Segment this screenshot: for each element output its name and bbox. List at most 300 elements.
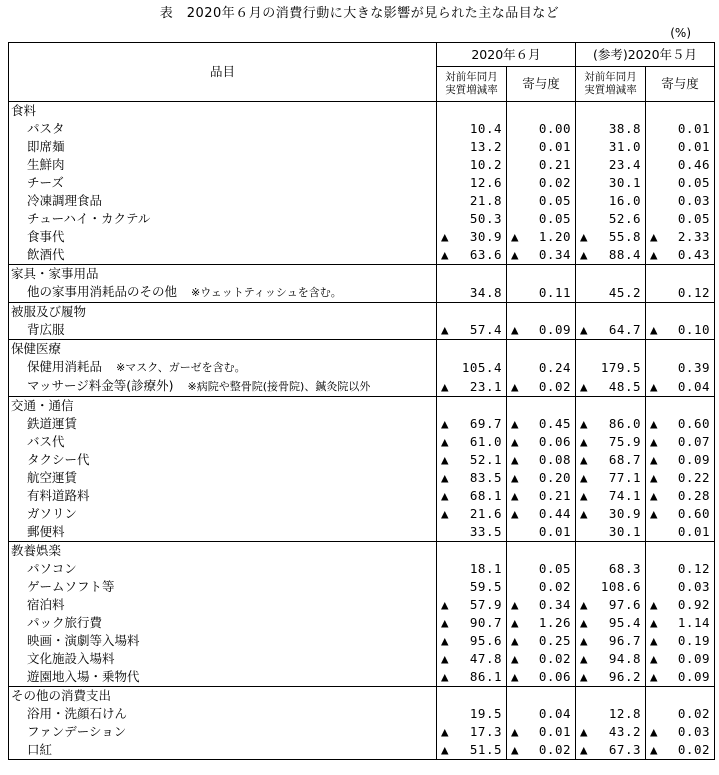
empty-cell	[646, 687, 715, 706]
rate-may-cell	[576, 705, 646, 723]
table-row	[9, 433, 715, 451]
value: 30.9	[469, 229, 502, 244]
value: 0.43	[677, 247, 711, 262]
value: 0.24	[538, 359, 571, 375]
table-row	[9, 156, 715, 174]
item-cell	[9, 451, 437, 469]
category-label: 教養娯楽	[9, 542, 437, 561]
empty-cell	[437, 397, 507, 416]
item-cell	[9, 668, 437, 687]
contrib-may-cell	[646, 668, 715, 687]
value: 94.8	[608, 651, 641, 666]
value: 0.01	[677, 139, 711, 154]
item-cell	[9, 358, 437, 377]
item-cell	[9, 741, 437, 760]
rate-may-cell	[576, 174, 646, 192]
table-row	[9, 192, 715, 210]
value: 0.02	[538, 742, 571, 757]
header-rate-may	[576, 67, 646, 102]
negative-marker: ▲	[511, 724, 520, 739]
negative-marker: ▲	[580, 724, 589, 739]
negative-marker: ▲	[511, 470, 520, 485]
table-row	[9, 560, 715, 578]
contrib-may-cell	[646, 632, 715, 650]
negative-marker: ▲	[441, 724, 450, 739]
table-body	[9, 102, 715, 760]
empty-cell	[507, 687, 576, 706]
item-label: パソコン	[27, 561, 77, 576]
rate-may-cell	[576, 156, 646, 174]
negative-marker: ▲	[650, 633, 659, 648]
category-label: 被服及び履物	[9, 303, 437, 322]
contrib-june-cell	[507, 632, 576, 650]
value: 38.8	[608, 121, 641, 136]
value: 61.0	[469, 434, 502, 449]
rate-may-cell	[576, 451, 646, 469]
value: 0.04	[538, 706, 571, 721]
negative-marker: ▲	[580, 651, 589, 666]
item-cell	[9, 246, 437, 265]
negative-marker: ▲	[511, 229, 520, 244]
value: 23.1	[469, 378, 502, 394]
value: 105.4	[461, 359, 502, 375]
item-label: 生鮮肉	[27, 157, 65, 172]
table-row	[9, 358, 715, 377]
rate-may-cell	[576, 523, 646, 542]
negative-marker: ▲	[511, 615, 520, 630]
negative-marker: ▲	[441, 669, 450, 684]
empty-cell	[437, 340, 507, 359]
contrib-june-cell	[507, 246, 576, 265]
contrib-june-cell	[507, 668, 576, 687]
empty-cell	[507, 340, 576, 359]
empty-cell	[646, 340, 715, 359]
header-rate-line2: 実質増減率	[445, 84, 498, 97]
table-row	[9, 120, 715, 138]
contrib-june-cell	[507, 358, 576, 377]
contrib-may-cell	[646, 210, 715, 228]
empty-cell	[646, 265, 715, 284]
table-row	[9, 451, 715, 469]
category-row	[9, 397, 715, 416]
value: 96.7	[608, 633, 641, 648]
value: 12.8	[608, 706, 641, 721]
value: 97.6	[608, 597, 641, 612]
negative-marker: ▲	[511, 597, 520, 612]
item-cell	[9, 505, 437, 523]
value: 0.25	[538, 633, 571, 648]
contrib-may-cell	[646, 650, 715, 668]
value: 57.4	[469, 322, 502, 337]
value: 21.8	[469, 193, 502, 208]
table-row	[9, 505, 715, 523]
item-label: チューハイ・カクテル	[27, 211, 151, 226]
rate-june-cell	[437, 560, 507, 578]
category-row	[9, 303, 715, 322]
rate-june-cell	[437, 174, 507, 192]
negative-marker: ▲	[580, 488, 589, 503]
value: 52.1	[469, 452, 502, 467]
item-cell	[9, 283, 437, 303]
negative-marker: ▲	[650, 416, 659, 431]
contrib-may-cell	[646, 578, 715, 596]
value: 69.7	[469, 416, 502, 431]
negative-marker: ▲	[650, 229, 659, 244]
contrib-may-cell	[646, 469, 715, 487]
value: 0.45	[538, 416, 571, 431]
empty-cell	[646, 397, 715, 416]
rate-may-cell	[576, 650, 646, 668]
empty-cell	[646, 102, 715, 121]
item-label: 宿泊料	[27, 597, 65, 612]
empty-cell	[507, 303, 576, 322]
value: 0.01	[677, 121, 711, 136]
empty-cell	[437, 102, 507, 121]
empty-cell	[646, 542, 715, 561]
contrib-may-cell	[646, 705, 715, 723]
empty-cell	[576, 340, 646, 359]
rate-june-cell	[437, 632, 507, 650]
negative-marker: ▲	[511, 322, 520, 337]
item-cell	[9, 192, 437, 210]
value: 45.2	[608, 284, 641, 300]
value: 12.6	[469, 175, 502, 190]
value: 19.5	[469, 706, 502, 721]
rate-june-cell	[437, 487, 507, 505]
header-rate-line2: 実質増減率	[584, 84, 637, 97]
category-label: 食料	[11, 103, 37, 118]
category-row	[9, 542, 715, 561]
rate-june-cell	[437, 358, 507, 377]
empty-cell	[507, 397, 576, 416]
table-title: 表 2020年６月の消費行動に大きな影響が見られた主な品目など	[159, 6, 560, 21]
empty-cell	[437, 265, 507, 284]
value: 74.1	[608, 488, 641, 503]
contrib-may-cell	[646, 321, 715, 340]
table-row	[9, 705, 715, 723]
negative-marker: ▲	[650, 597, 659, 612]
value: 96.2	[608, 669, 641, 684]
negative-marker: ▲	[580, 434, 589, 449]
rate-may-cell	[576, 210, 646, 228]
item-cell	[9, 210, 437, 228]
value: 0.00	[538, 121, 571, 136]
negative-marker: ▲	[511, 633, 520, 648]
negative-marker: ▲	[441, 633, 450, 648]
item-cell	[9, 415, 437, 433]
value: 43.2	[608, 724, 641, 739]
item-label: バス代	[27, 434, 65, 449]
value: 0.46	[677, 157, 711, 172]
value: 108.6	[600, 579, 641, 594]
category-row	[9, 340, 715, 359]
value: 95.6	[469, 633, 502, 648]
table-row	[9, 228, 715, 246]
header-period-may: (参考)2020年５月	[576, 43, 715, 67]
value: 0.06	[538, 434, 571, 449]
negative-marker: ▲	[441, 452, 450, 467]
value: 2.33	[677, 229, 711, 244]
rate-june-cell	[437, 228, 507, 246]
value: 75.9	[608, 434, 641, 449]
rate-may-cell	[576, 741, 646, 760]
item-note: ※病院や整骨院(接骨院)、鍼灸院以外	[187, 380, 371, 393]
table-row	[9, 283, 715, 303]
value: 47.8	[469, 651, 502, 666]
rate-june-cell	[437, 415, 507, 433]
rate-june-cell	[437, 596, 507, 614]
rate-may-cell	[576, 415, 646, 433]
value: 0.02	[538, 579, 571, 594]
negative-marker: ▲	[511, 669, 520, 684]
value: 0.07	[677, 434, 711, 449]
empty-cell	[507, 102, 576, 121]
negative-marker: ▲	[580, 452, 589, 467]
table-row	[9, 741, 715, 760]
value: 0.02	[677, 742, 711, 757]
table-row	[9, 321, 715, 340]
rate-june-cell	[437, 668, 507, 687]
item-label: パスタ	[27, 121, 65, 136]
table-row	[9, 487, 715, 505]
item-cell	[9, 578, 437, 596]
value: 68.3	[608, 561, 641, 576]
rate-may-cell	[576, 487, 646, 505]
empty-cell	[576, 303, 646, 322]
item-label: ファンデーション	[27, 724, 127, 739]
value: 0.05	[538, 211, 571, 226]
value: 18.1	[469, 561, 502, 576]
contrib-june-cell	[507, 650, 576, 668]
value: 59.5	[469, 579, 502, 594]
value: 0.22	[677, 470, 711, 485]
negative-marker: ▲	[511, 452, 520, 467]
rate-may-cell	[576, 321, 646, 340]
negative-marker: ▲	[580, 669, 589, 684]
value: 10.2	[469, 157, 502, 172]
rate-june-cell	[437, 246, 507, 265]
negative-marker: ▲	[650, 322, 659, 337]
value: 0.19	[677, 633, 711, 648]
contrib-may-cell	[646, 246, 715, 265]
item-label: タクシー代	[27, 452, 90, 467]
contrib-june-cell	[507, 321, 576, 340]
category-label: 保健医療	[9, 340, 437, 359]
item-cell	[9, 523, 437, 542]
value: 34.8	[469, 284, 502, 300]
negative-marker: ▲	[441, 378, 450, 394]
category-row	[9, 687, 715, 706]
value: 0.05	[538, 561, 571, 576]
item-label: 飲酒代	[27, 247, 65, 262]
value: 0.34	[538, 247, 571, 262]
contrib-june-cell	[507, 705, 576, 723]
item-label: 浴用・洗顔石けん	[27, 706, 128, 721]
negative-marker: ▲	[441, 434, 450, 449]
rate-june-cell	[437, 138, 507, 156]
value: 50.3	[469, 211, 502, 226]
contrib-may-cell	[646, 505, 715, 523]
negative-marker: ▲	[441, 416, 450, 431]
value: 30.9	[608, 506, 641, 521]
category-label: 家具・家事用品	[9, 265, 437, 284]
negative-marker: ▲	[441, 597, 450, 612]
item-cell	[9, 487, 437, 505]
item-label: 有料道路料	[27, 488, 90, 503]
negative-marker: ▲	[511, 488, 520, 503]
contrib-june-cell	[507, 487, 576, 505]
value: 55.8	[608, 229, 641, 244]
header-rate-line1: 対前年同月	[584, 71, 637, 84]
empty-cell	[437, 303, 507, 322]
value: 0.60	[677, 416, 711, 431]
contrib-june-cell	[507, 228, 576, 246]
value: 0.04	[677, 378, 711, 394]
value: 0.08	[538, 452, 571, 467]
item-label: チーズ	[27, 175, 64, 190]
value: 0.10	[677, 322, 711, 337]
negative-marker: ▲	[580, 597, 589, 612]
value: 21.6	[469, 506, 502, 521]
negative-marker: ▲	[650, 742, 659, 757]
header-contrib-may: 寄与度	[646, 67, 715, 102]
item-cell	[9, 156, 437, 174]
value: 86.1	[469, 669, 502, 684]
value: 0.12	[677, 284, 711, 300]
item-label: 航空運賃	[27, 470, 78, 485]
negative-marker: ▲	[511, 416, 520, 431]
rate-june-cell	[437, 614, 507, 632]
rate-may-cell	[576, 614, 646, 632]
negative-marker: ▲	[511, 247, 520, 262]
negative-marker: ▲	[441, 506, 450, 521]
negative-marker: ▲	[580, 633, 589, 648]
rate-may-cell	[576, 192, 646, 210]
value: 31.0	[608, 139, 641, 154]
negative-marker: ▲	[650, 378, 659, 394]
contrib-june-cell	[507, 560, 576, 578]
contrib-may-cell	[646, 156, 715, 174]
table-row	[9, 415, 715, 433]
negative-marker: ▲	[441, 651, 450, 666]
value: 0.01	[538, 524, 571, 539]
contrib-june-cell	[507, 377, 576, 397]
rate-may-cell	[576, 632, 646, 650]
contrib-may-cell	[646, 120, 715, 138]
header-contrib-june: 寄与度	[507, 67, 576, 102]
rate-may-cell	[576, 469, 646, 487]
value: 0.02	[677, 706, 711, 721]
value: 0.34	[538, 597, 571, 612]
value: 68.7	[608, 452, 641, 467]
rate-june-cell	[437, 451, 507, 469]
item-note: ※マスク、ガーゼを含む。	[116, 361, 246, 374]
rate-may-cell	[576, 358, 646, 377]
item-cell	[9, 596, 437, 614]
negative-marker: ▲	[650, 247, 659, 262]
value: 83.5	[469, 470, 502, 485]
negative-marker: ▲	[580, 247, 589, 262]
negative-marker: ▲	[511, 506, 520, 521]
value: 33.5	[469, 524, 502, 539]
contrib-may-cell	[646, 192, 715, 210]
contrib-june-cell	[507, 433, 576, 451]
negative-marker: ▲	[650, 651, 659, 666]
rate-may-cell	[576, 596, 646, 614]
contrib-may-cell	[646, 415, 715, 433]
value: 0.03	[677, 724, 711, 739]
item-cell	[9, 560, 437, 578]
negative-marker: ▲	[650, 452, 659, 467]
value: 0.21	[538, 157, 571, 172]
contrib-june-cell	[507, 578, 576, 596]
header-rate-june	[437, 67, 507, 102]
rate-june-cell	[437, 321, 507, 340]
negative-marker: ▲	[441, 615, 450, 630]
item-cell	[9, 723, 437, 741]
category-label: 交通・通信	[9, 397, 437, 416]
rate-june-cell	[437, 650, 507, 668]
item-label: 冷凍調理食品	[27, 193, 103, 208]
value: 0.60	[677, 506, 711, 521]
value: 67.3	[608, 742, 641, 757]
item-cell	[9, 433, 437, 451]
negative-marker: ▲	[650, 615, 659, 630]
negative-marker: ▲	[580, 416, 589, 431]
value: 30.1	[608, 175, 641, 190]
value: 0.92	[677, 597, 711, 612]
value: 0.01	[677, 524, 711, 539]
value: 0.01	[538, 139, 571, 154]
negative-marker: ▲	[441, 742, 450, 757]
value: 0.05	[677, 211, 711, 226]
contrib-may-cell	[646, 487, 715, 505]
rate-may-cell	[576, 228, 646, 246]
negative-marker: ▲	[650, 724, 659, 739]
value: 86.0	[608, 416, 641, 431]
value: 0.09	[677, 669, 711, 684]
contrib-june-cell	[507, 156, 576, 174]
contrib-june-cell	[507, 451, 576, 469]
value: 0.02	[538, 378, 571, 394]
rate-june-cell	[437, 120, 507, 138]
value: 1.26	[538, 615, 571, 630]
contrib-june-cell	[507, 614, 576, 632]
empty-cell	[576, 687, 646, 706]
item-cell	[9, 705, 437, 723]
item-cell	[9, 469, 437, 487]
contrib-june-cell	[507, 174, 576, 192]
negative-marker: ▲	[650, 669, 659, 684]
value: 0.06	[538, 669, 571, 684]
table-row	[9, 723, 715, 741]
value: 95.4	[608, 615, 641, 630]
rate-may-cell	[576, 283, 646, 303]
item-cell	[9, 228, 437, 246]
rate-may-cell	[576, 138, 646, 156]
rate-june-cell	[437, 723, 507, 741]
value: 0.05	[677, 175, 711, 190]
item-label: 鉄道運賃	[27, 416, 78, 431]
value: 0.21	[538, 488, 571, 503]
value: 16.0	[608, 193, 641, 208]
item-label: ガソリン	[27, 506, 78, 521]
value: 68.1	[469, 488, 502, 503]
contrib-june-cell	[507, 415, 576, 433]
table-row	[9, 614, 715, 632]
contrib-may-cell	[646, 451, 715, 469]
item-label: 郵便料	[27, 524, 65, 539]
